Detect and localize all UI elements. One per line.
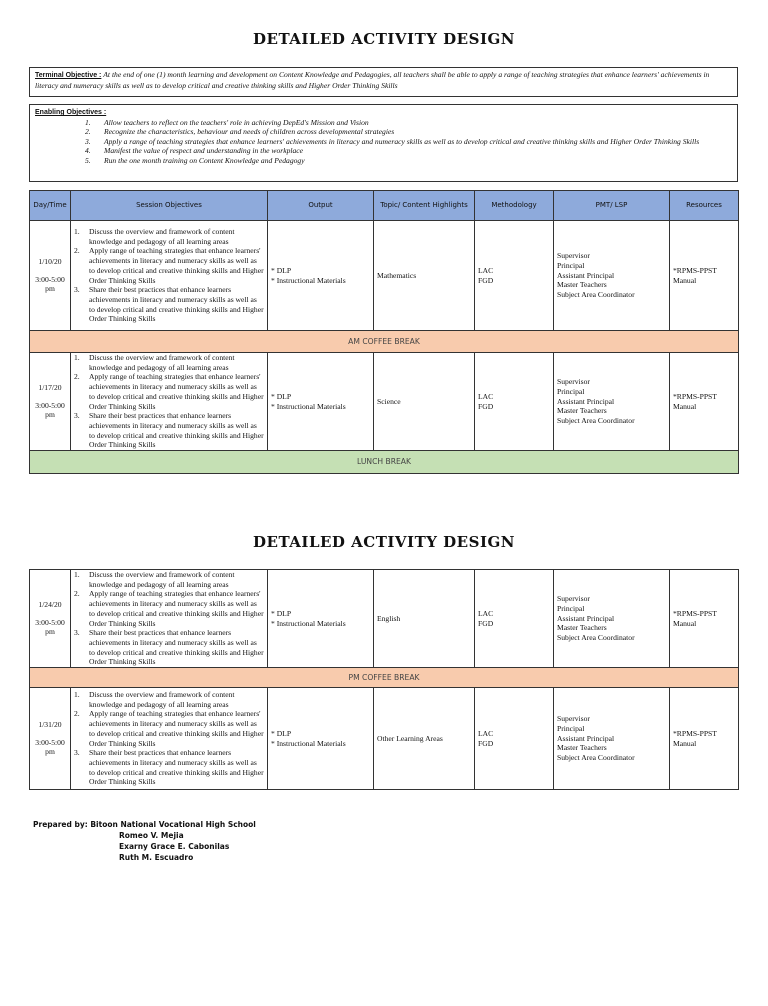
header-output: Output [268,191,374,221]
topic-cell: Mathematics [374,221,475,331]
pm-coffee-break: PM COFFEE BREAK [30,668,739,688]
enabling-objectives [29,104,738,182]
terminal-objective [29,67,738,97]
session-objectives-cell: 1. Discuss the overview and framework of content knowledge and pedagogy of all learning areas 2. Apply range of teaching strategies that enhance learners' achievements in literacy and numeracy skills as well as to develop critical and creative thinking skills and Higher Order Thinking Skills 3. Share their best practices that enhance learners achievements in literacy and numeracy skills as well as to develop critical and creative thinking skills and Higher Order Thinking Skills [71,688,268,790]
session-objectives-cell: 1. Discuss the overview and framework of content knowledge and pedagogy of all learning areas 2. Apply range of teaching strategies that enhance learners' achievements in literacy and numeracy skills as well as to develop critical and creative thinking skills and Higher Order Thinking Skills 3. Share their best practices that enhance learners achievements in literacy and numeracy skills as well as to develop critical and creative thinking skills and Higher Order Thinking Skills [71,353,268,451]
terminal-objective-label: Terminal Objective : [35,72,102,79]
prepared-by-names [119,830,229,864]
enabling-objective: 5. Run the one month training on Content Knowledge and Pedagogy [85,155,305,165]
terminal-objective-text: At the end of one (1) month learning and development on Content Knowledge and Pedagogies, all teachers shall be able to apply a range of teaching strategies that enhance learners' achievements in literacy and numeracy skills as well as to develop critical and creative thinking skills and Higher Order Thinking Skills [35,70,710,90]
topic-cell: Science [374,353,475,451]
enabling-objective: 3. Apply a range of teaching strategies that enhance learners' achievements in literacy and numeracy skills as well as to develop critical and creative thinking skills and Higher Order Thinking Skills [85,136,700,146]
header-methodology: Methodology [475,191,554,221]
methodology-cell: LAC FGD [475,353,554,451]
lunch-break-row [30,451,739,474]
day-time-cell: 1/24/20 3:00-5:00 pm [30,570,71,668]
resources-cell: *RPMS-PPST Manual [670,570,739,668]
methodology-cell: LAC FGD [475,688,554,790]
table-row [30,353,739,451]
session-objectives-cell: 1. Discuss the overview and framework of content knowledge and pedagogy of all learning areas 2. Apply range of teaching strategies that enhance learners' achievements in literacy and numeracy skills as well as to develop critical and creative thinking skills and Higher Order Thinking Skills 3. Share their best practices that enhance learners achievements in literacy and numeracy skills as well as to develop critical and creative thinking skills and Higher Order Thinking Skills [71,570,268,668]
topic-cell: Other Learning Areas [374,688,475,790]
table-row [30,570,739,668]
output-cell: * DLP * Instructional Materials [268,353,374,451]
session-objectives-cell: 1. Discuss the overview and framework of content knowledge and pedagogy of all learning areas 2. Apply range of teaching strategies that enhance learners' achievements in literacy and numeracy skills as well as to develop critical and creative thinking skills and Higher Order Thinking Skills 3. Share their best practices that enhance learners achievements in literacy and numeracy skills as well as to develop critical and creative thinking skills and Higher Order Thinking Skills [71,221,268,331]
header-pmt-lsp: PMT/ LSP [554,191,670,221]
output-cell: * DLP * Instructional Materials [268,570,374,668]
am-coffee-break-row [30,331,739,353]
pmt-cell: Supervisor Principal Assistant Principal Master Teachers Subject Area Coordinator [554,353,670,451]
pmt-cell: Supervisor Principal Assistant Principal Master Teachers Subject Area Coordinator [554,221,670,331]
table-header-row [30,191,739,221]
lunch-break: LUNCH BREAK [30,451,739,474]
header-topic: Topic/ Content Highlights [374,191,475,221]
day-time-cell: 1/31/20 3:00-5:00 pm [30,688,71,790]
table-row [30,688,739,790]
resources-cell: *RPMS-PPST Manual [670,688,739,790]
enabling-objectives-list [35,118,732,166]
pm-coffee-break-row [30,668,739,688]
table-row [30,221,739,331]
header-session-objectives: Session Objectives [71,191,268,221]
topic-cell: English [374,570,475,668]
enabling-objectives-label: Enabling Objectives : [35,109,107,116]
output-cell: * DLP * Instructional Materials [268,688,374,790]
header-day-time: Day/Time [30,191,71,221]
day-time-cell: 1/10/20 3:00-5:00 pm [30,221,71,331]
methodology-cell: LAC FGD [475,570,554,668]
preparer-name: Ruth M. Escuadro [119,853,194,863]
pmt-cell: Supervisor Principal Assistant Principal Master Teachers Subject Area Coordinator [554,688,670,790]
activity-table-2 [29,569,739,790]
preparer-name: Romeo V. Mejia [119,831,184,840]
preparer-name: Exarny Grace E. Cabonilas [119,842,230,852]
output-cell: * DLP * Instructional Materials [268,221,374,331]
enabling-objective: 1. Allow teachers to reflect on the teachers' role in achieving DepEd's Mission and Vision [85,117,369,127]
page-title-2: DETAILED ACTIVITY DESIGN [253,533,515,551]
am-coffee-break: AM COFFEE BREAK [30,331,739,353]
header-resources: Resources [670,191,739,221]
page-title: DETAILED ACTIVITY DESIGN [253,30,515,48]
methodology-cell: LAC FGD [475,221,554,331]
prepared-by-label: Prepared by: Bitoon National Vocational High School [33,820,256,829]
day-time-cell: 1/17/20 3:00-5:00 pm [30,353,71,451]
activity-table-1 [29,190,739,474]
enabling-objective: 4. Manifest the value of respect and understanding in the workplace [85,146,304,155]
resources-cell: *RPMS-PPST Manual [670,353,739,451]
enabling-objective: 2. Recognize the characteristics, behaviour and needs of children across developmental strategies [85,127,395,136]
resources-cell: *RPMS-PPST Manual [670,221,739,331]
pmt-cell: Supervisor Principal Assistant Principal Master Teachers Subject Area Coordinator [554,570,670,668]
